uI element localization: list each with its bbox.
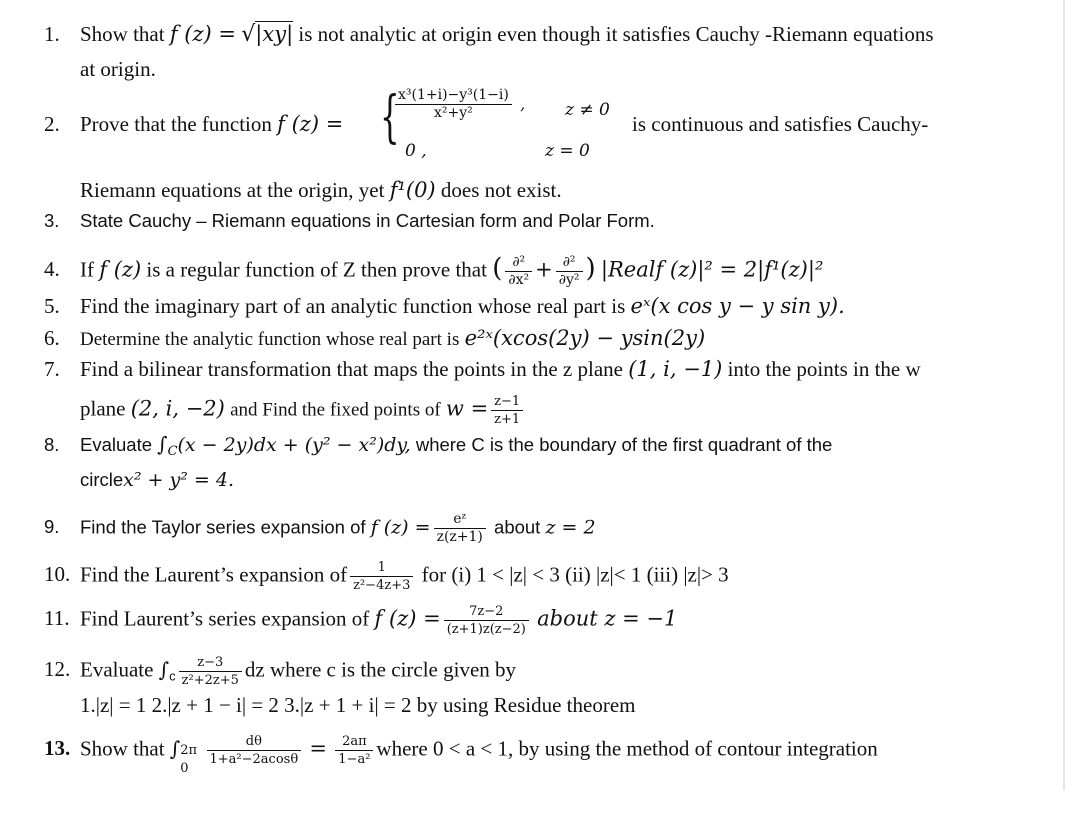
q2-post: is continuous and satisfies Cauchy- [632, 112, 929, 136]
question-8: 8. Evaluate $\int_C(x - 2y)dx + (y^2 - x^2)dy$, where C is the boundary of the first quadrant of the [44, 432, 833, 459]
question-12-cont: 1.|z| = 1 2.|z + 1 − i| = 2 3.|z + 1 + i| = 2 by using Residue theorem [80, 693, 636, 717]
q2-case-1: $\frac{\text{x³(1+i)−y³(1−i)}}{\text{x²+y²}}$ , [392, 87, 525, 122]
question-9: 9. Find the Taylor series expansion of f (z) = $\frac{\text{eᶻ}}{z(z+1)}$ about z = 2 [44, 511, 596, 545]
question-7-cont: plane (2, i, −2) and Find the fixed points of w = $\frac{z-1}{z+1}$ [80, 393, 526, 428]
question-3: 3. State Cauchy – Riemann equations in Cartesian form and Polar Form. [44, 210, 655, 231]
question-12: 12. Evaluate $\int_c$ $\frac{z-3}{\text{z²+2z+5}}$ dz where c is the circle given by [44, 655, 517, 688]
question-11: 11. Find Laurent’s series expansion of f (z) = $\frac{7z-2}{(z+1)z(z-2)}$ about z = −1 [44, 604, 678, 637]
q2-brace: { [380, 85, 400, 150]
question-1-cont: at origin. [80, 57, 156, 81]
q2-cond-1: z ≠ 0 [565, 100, 610, 120]
question-2: 2. Prove that the function f (z) = [44, 112, 344, 136]
question-10: 10. Find the Laurent’s expansion of $\frac{1}{\text{z²−4z+3}}$ for (i) 1 < |z| < 3 (ii) |z|< 1 (iii) |z|> 3 [44, 560, 729, 593]
question-8-cont: circlex² + y² = 4. [80, 469, 234, 491]
q2-case-2: 0 , [405, 141, 427, 161]
question-13: 13. Show that ∫ 2π 0 $\frac{d\theta}{\text{1+a²−2acosθ}}$ = $\frac{2a\pi}{\text{1−a²}}$ where 0 < a < 1, by using the method of contour integration [44, 734, 878, 777]
question-2-cont: Riemann equations at the origin, yet f¹(0) does not exist. [80, 178, 562, 202]
right-margin-rule [1063, 0, 1065, 790]
question-7: 7. Find a bilinear transformation that maps the points in the z plane (1, i, −1) into the points in the w [44, 357, 921, 381]
question-4: 4. If f (z) is a regular function of Z then prove that ( $\frac{\text{∂²}}{\text{∂x²}}$ + $\frac{\text{∂²}}{\text{∂y²}}$ ) |Realf (z)|² = 2|f¹(z)|² [44, 253, 824, 288]
question-1: 1. Show that f (z) = √|xy| is not analytic at origin even though it satisfies Cauchy -Riemann equations [44, 22, 934, 47]
q2-cond-2: z = 0 [545, 141, 590, 161]
question-6: 6. Determine the analytic function whose real part is e²ˣ(xcos(2y) − ysin(2y) [44, 326, 706, 350]
question-5: 5. Find the imaginary part of an analytic function whose real part is eˣ(x cos y − y sin y). [44, 294, 845, 318]
